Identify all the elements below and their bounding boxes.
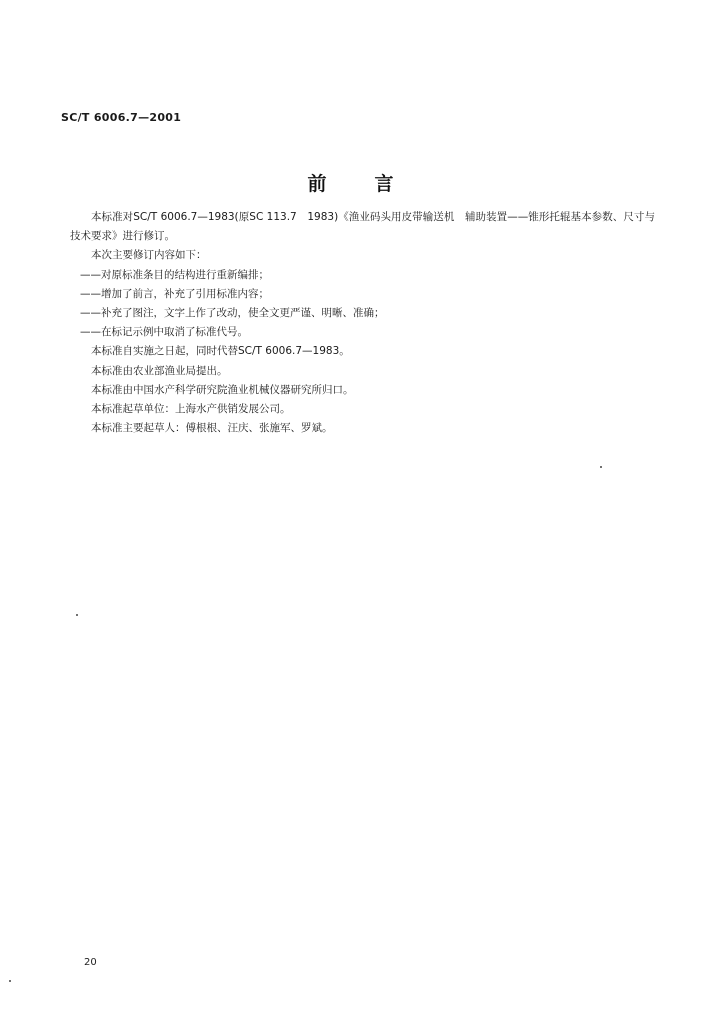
list-item: ——在标记示例中取消了标准代号。 [80,326,248,339]
scan-speck [600,466,602,468]
page-number: 20 [84,957,97,968]
scan-speck [76,614,78,616]
foreword-body [70,208,655,438]
list-item: ——对原标准条目的结构进行重新编排； [80,268,269,281]
paragraph-centralizing-unit: 本标准由中国水产科学研究院渔业机械仪器研究所归口。 [91,383,354,396]
paragraph-revision-intro: 本次主要修订内容如下： [91,249,207,262]
paragraph-drafting-unit: 本标准起草单位：上海水产供销发展公司。 [91,403,291,416]
paragraph-revision-scope: 本标准对SC/T 6006.7—1983(原SC 113.7 1983)《渔业码头用皮带输送机 辅助装置——锥形托辊基本参数、尺寸与技术要求》进行修订。 [70,211,655,243]
list-item: ——补充了图注，文字上作了改动，使全文更严谨、明晰、准确； [80,307,385,320]
paragraph-proposer: 本标准由农业部渔业局提出。 [91,364,228,377]
scan-speck [9,980,11,982]
list-item: ——增加了前言，补充了引用标准内容； [80,287,269,300]
paragraph-drafters: 本标准主要起草人：傅根根、汪庆、张施军、罗斌。 [91,422,333,435]
standard-code: SC/T 6006.7—2001 [61,111,182,124]
paragraph-effective: 本标准自实施之日起，同时代替SC/T 6006.7—1983。 [91,345,350,358]
page-title: 前言 [307,173,442,195]
